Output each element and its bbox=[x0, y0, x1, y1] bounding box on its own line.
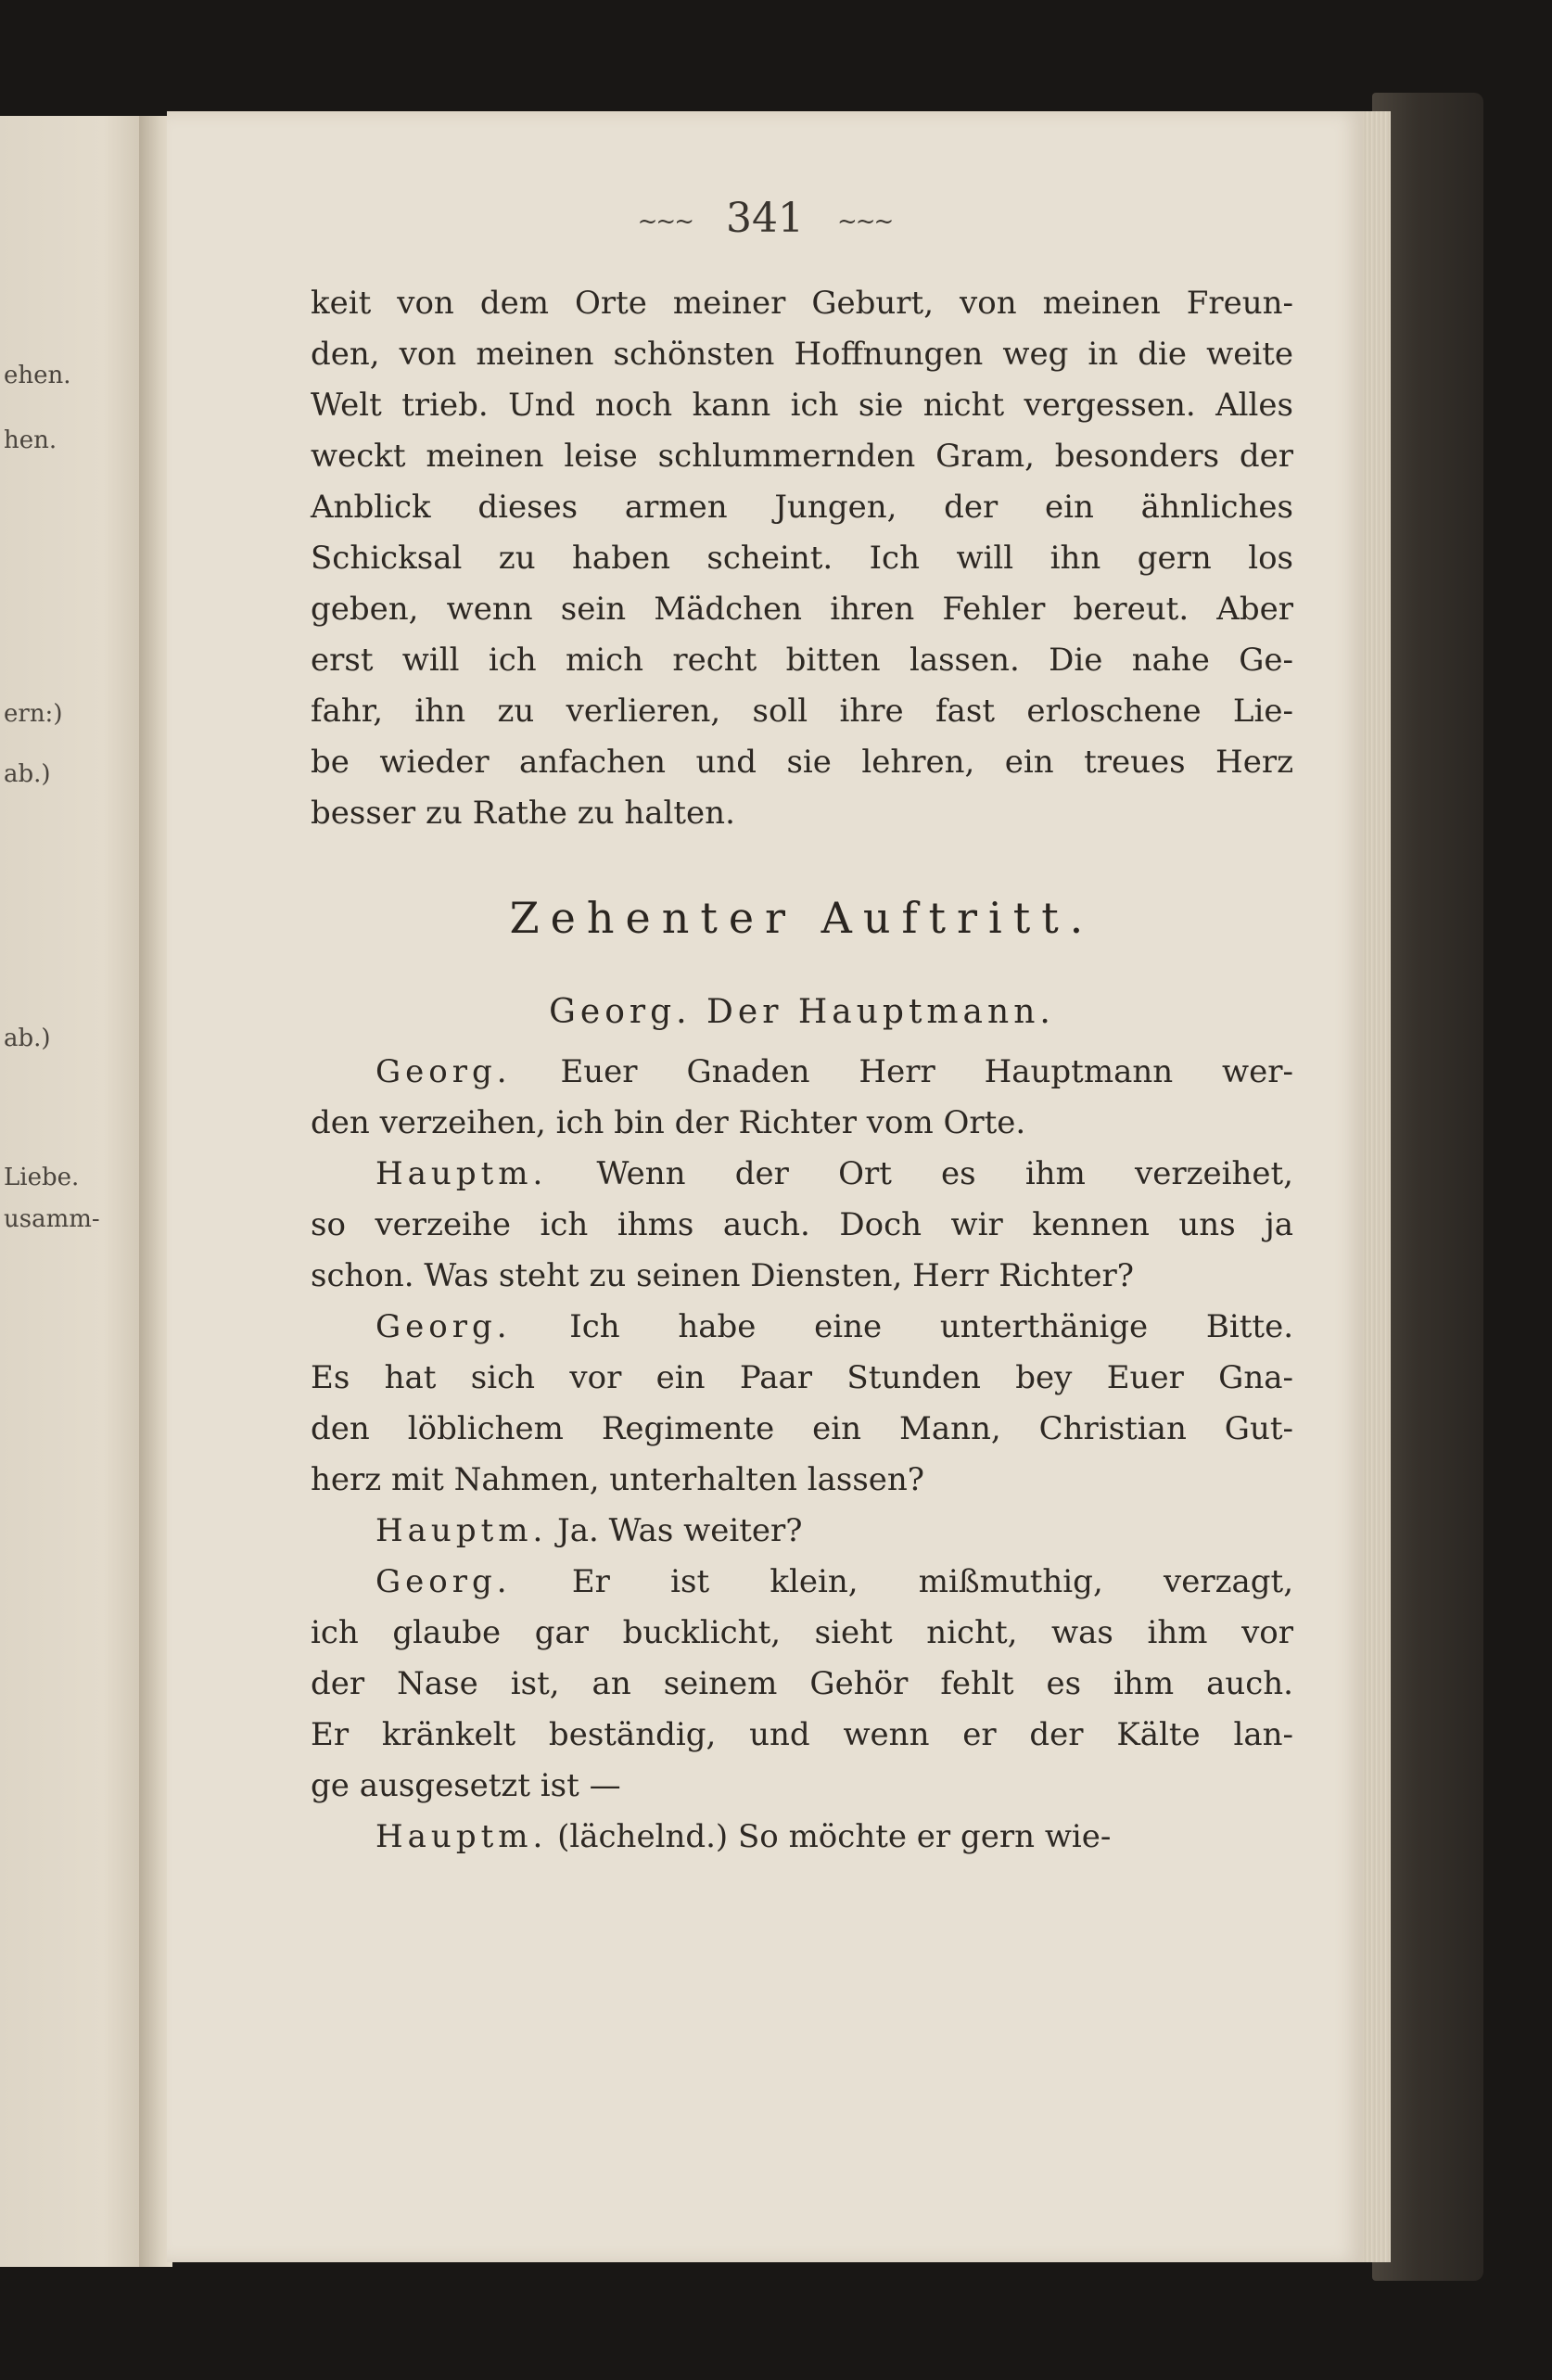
ornament-left: ~~~ bbox=[637, 207, 693, 235]
speaker-name: Hauptm. bbox=[375, 1818, 548, 1855]
speaker-name: Hauptm. bbox=[375, 1155, 548, 1192]
speech: Wenn der Ort es ihm verzeihet, bbox=[596, 1155, 1293, 1192]
text-line bbox=[311, 1302, 1293, 1353]
speaker-name: Hauptm. bbox=[375, 1512, 548, 1549]
text-line: Welt trieb. Und noch kann ich sie nicht vergessen. Alles bbox=[311, 387, 1293, 424]
page-number: 341 bbox=[726, 195, 804, 242]
speaker-name: Georg. bbox=[375, 1563, 512, 1600]
text-line bbox=[311, 1557, 1293, 1608]
left-fragment: usamm- bbox=[4, 1205, 100, 1233]
left-fragment: ern:) bbox=[4, 700, 63, 728]
text-line: den, von meinen schönsten Hoffnungen weg in die weite bbox=[311, 336, 1293, 373]
left-fragment: ab.) bbox=[4, 760, 51, 788]
text-line: den löblichem Regimente ein Mann, Christian Gut- bbox=[311, 1410, 1293, 1447]
text-line: Anblick dieses armen Jungen, der ein ähnliches bbox=[311, 489, 1293, 526]
right-page bbox=[167, 111, 1363, 2262]
text-line: be wieder anfachen und sie lehren, ein treues Herz bbox=[311, 744, 1293, 781]
text-line: der Nase ist, an seinem Gehör fehlt es ihm auch. bbox=[311, 1665, 1293, 1702]
dialogue-entry bbox=[311, 1506, 1293, 1557]
speech: Ja. Was weiter? bbox=[557, 1512, 803, 1549]
text-line bbox=[311, 1047, 1293, 1098]
left-fragment: hen. bbox=[4, 426, 57, 454]
text-line: Es hat sich vor ein Paar Stunden bey Euer Gna- bbox=[311, 1359, 1293, 1396]
left-fragment: Liebe. bbox=[4, 1164, 80, 1191]
left-fragment: ehen. bbox=[4, 362, 71, 389]
paragraph bbox=[311, 278, 1293, 839]
text-line: besser zu Rathe zu halten. bbox=[311, 795, 735, 832]
text-line: herz mit Nahmen, unterhalten lassen? bbox=[311, 1461, 925, 1498]
text-line: keit von dem Orte meiner Geburt, von meinen Freun- bbox=[311, 285, 1293, 322]
scene-title: Zehenter Auftritt. bbox=[509, 893, 1095, 943]
cast-list: Georg. Der Hauptmann. bbox=[549, 993, 1055, 1031]
text-line bbox=[311, 1506, 1293, 1557]
text-line: Er kränkelt beständig, und wenn er der Kälte lan- bbox=[311, 1716, 1293, 1753]
dialogue-entry bbox=[311, 1302, 1293, 1506]
left-fragment: ab.) bbox=[4, 1025, 51, 1052]
dialogue-entry bbox=[311, 1149, 1293, 1302]
page-body bbox=[311, 278, 1293, 1863]
dialogue-entry bbox=[311, 1812, 1293, 1863]
left-page bbox=[0, 116, 148, 2267]
text-line: den verzeihen, ich bin der Richter vom Orte. bbox=[311, 1104, 1026, 1141]
text-line: so verzeihe ich ihms auch. Doch wir kennen uns ja bbox=[311, 1206, 1293, 1243]
speech: Er ist klein, mißmuthig, verzagt, bbox=[571, 1563, 1294, 1600]
speech: Ich habe eine unterthänige Bitte. bbox=[569, 1308, 1293, 1345]
ornament-right: ~~~ bbox=[836, 207, 893, 235]
text-line: geben, wenn sein Mädchen ihren Fehler bereut. Aber bbox=[311, 591, 1293, 628]
text-line bbox=[311, 1812, 1293, 1863]
speaker-name: Georg. bbox=[375, 1308, 512, 1345]
text-line: ich glaube gar bucklicht, sieht nicht, was ihm vor bbox=[311, 1614, 1293, 1651]
text-line bbox=[311, 1149, 1293, 1200]
text-line: Schicksal zu haben scheint. Ich will ihn gern los bbox=[311, 540, 1293, 577]
text-line: ge ausgesetzt ist — bbox=[311, 1767, 621, 1804]
speaker-name: Georg. bbox=[375, 1053, 512, 1090]
speech: Euer Gnaden Herr Hauptmann wer- bbox=[560, 1053, 1293, 1090]
speech: (lächelnd.) So möchte er gern wie- bbox=[557, 1818, 1112, 1855]
text-line: fahr, ihn zu verlieren, soll ihre fast erloschene Lie- bbox=[311, 693, 1293, 730]
text-line: weckt meinen leise schlummernden Gram, besonders der bbox=[311, 438, 1293, 475]
text-line: erst will ich mich recht bitten lassen. Die nahe Ge- bbox=[311, 642, 1293, 679]
page-header bbox=[167, 195, 1363, 242]
text-line: schon. Was steht zu seinen Diensten, Herr Richter? bbox=[311, 1257, 1134, 1294]
dialogue-entry bbox=[311, 1047, 1293, 1149]
dialogue-entry bbox=[311, 1557, 1293, 1812]
